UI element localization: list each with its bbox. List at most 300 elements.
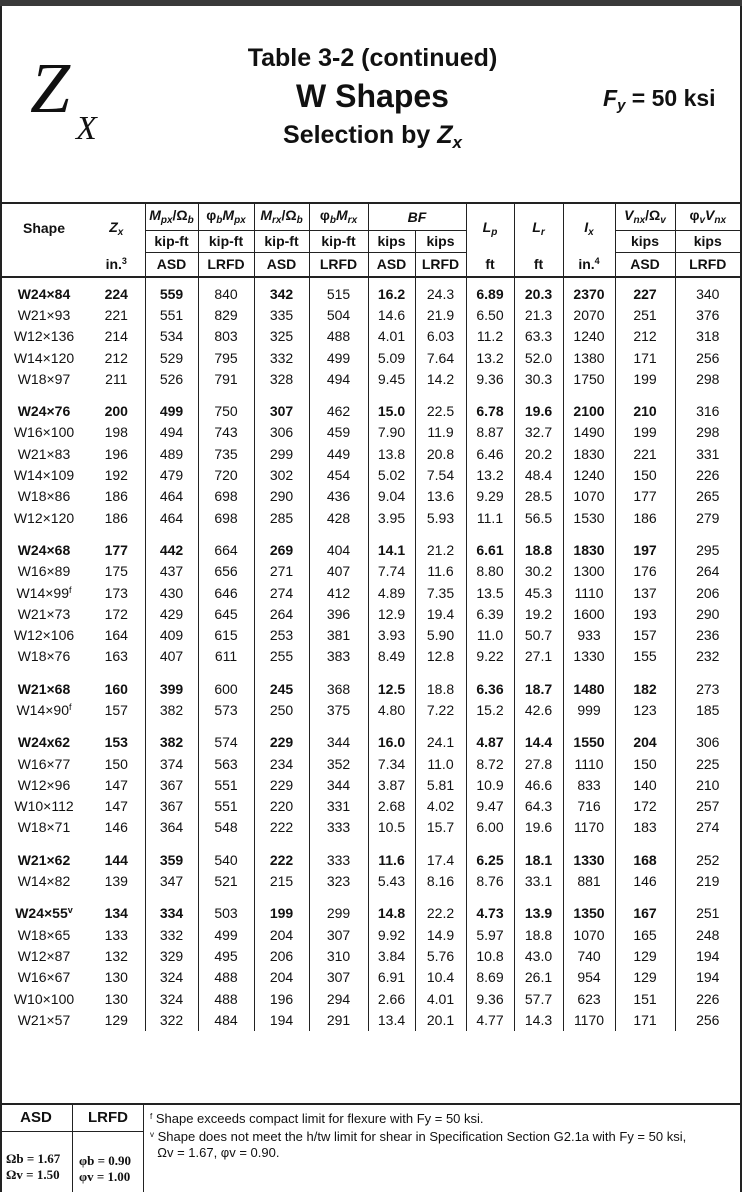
spacer-cell: [675, 528, 740, 539]
value-cell: 716: [563, 796, 615, 817]
value-cell: 4.01: [415, 988, 466, 1009]
spacer-cell: [309, 389, 368, 400]
value-cell: 1070: [563, 924, 615, 945]
footer: [0, 1103, 740, 1192]
value-cell: 298: [675, 422, 740, 443]
value-cell: 26.1: [514, 967, 563, 988]
value-cell: 600: [198, 678, 254, 699]
value-cell: 14.3: [514, 1009, 563, 1030]
spacer-cell: [675, 892, 740, 903]
table-symbol: Z: [30, 48, 71, 128]
shape-family-title: W Shapes: [296, 78, 449, 114]
spacer-cell: [563, 528, 615, 539]
value-cell: 204: [254, 967, 309, 988]
spacer-cell: [615, 838, 675, 849]
table-number-title: Table 3-2 (continued): [247, 44, 498, 72]
shape-cell: W14×99$^f$: [16, 584, 72, 601]
spacer-cell: [198, 838, 254, 849]
value-cell: 335: [254, 304, 309, 325]
value-cell: 7.22: [415, 699, 466, 720]
value-cell: 376: [675, 304, 740, 325]
spacer-cell: [563, 667, 615, 678]
value-cell: 18.1: [514, 849, 563, 870]
value-cell: 488: [198, 988, 254, 1009]
table-row: [0, 924, 740, 945]
selection-title: Selection by $Z_x$: [283, 121, 462, 152]
shape-cell: W21×57: [17, 1011, 71, 1028]
value-cell: 323: [309, 870, 368, 891]
value-cell: 407: [309, 561, 368, 582]
value-cell: 199: [615, 422, 675, 443]
value-cell: 12.5: [368, 678, 415, 699]
value-cell: 172: [104, 605, 128, 622]
value-cell: 1830: [563, 443, 615, 464]
value-cell: 183: [615, 817, 675, 838]
value-cell: 3.95: [368, 507, 415, 528]
value-cell: 534: [145, 326, 198, 347]
value-cell: 462: [309, 400, 368, 421]
value-cell: 11.0: [466, 624, 514, 645]
value-cell: 559: [145, 283, 198, 304]
value-cell: 63.3: [514, 326, 563, 347]
value-cell: 274: [675, 817, 740, 838]
value-cell: 14.1: [368, 539, 415, 560]
unit-kipft: kip-ft: [145, 230, 198, 252]
value-cell: 150: [615, 464, 675, 485]
value-cell: 15.2: [466, 699, 514, 720]
col-mrx-lrfd-header: $\varphi_bM_{rx}$: [309, 204, 368, 230]
value-cell: 4.01: [368, 326, 415, 347]
value-cell: 551: [198, 774, 254, 795]
footnotes: [150, 1109, 735, 1161]
unit-asd: ASD: [145, 252, 198, 277]
shape-cell: W12×96: [17, 776, 71, 793]
value-cell: 5.81: [415, 774, 466, 795]
value-cell: 332: [254, 347, 309, 368]
spacer-cell: [563, 892, 615, 903]
value-cell: 333: [309, 817, 368, 838]
unit-ix: in.$^4$: [563, 252, 615, 277]
value-cell: 13.5: [466, 582, 514, 603]
value-cell: 334: [145, 903, 198, 924]
value-cell: 7.54: [415, 464, 466, 485]
col-mpx-lrfd-header: $\varphi_bM_{px}$: [198, 204, 254, 230]
value-cell: 1110: [563, 582, 615, 603]
value-cell: 9.29: [466, 486, 514, 507]
unit-asd: ASD: [615, 252, 675, 277]
spacer-cell: [675, 389, 740, 400]
value-cell: 529: [145, 347, 198, 368]
col-lr-header: $L_r$: [514, 204, 563, 252]
value-cell: 279: [675, 507, 740, 528]
value-cell: 147: [104, 776, 128, 793]
value-cell: 194: [675, 967, 740, 988]
value-cell: 5.43: [368, 870, 415, 891]
value-cell: 503: [198, 903, 254, 924]
value-cell: 368: [309, 678, 368, 699]
value-cell: 307: [309, 924, 368, 945]
group-spacer: [0, 892, 740, 903]
spacer-cell: [563, 838, 615, 849]
shape-cell: W21×83: [17, 445, 71, 462]
table-row: [0, 326, 740, 347]
value-cell: 134: [104, 905, 128, 922]
value-cell: 324: [145, 988, 198, 1009]
table-row: [0, 967, 740, 988]
spacer-cell: [0, 838, 88, 849]
spacer-cell: [309, 667, 368, 678]
w-shapes-table: [0, 204, 740, 1031]
value-cell: 50.7: [514, 624, 563, 645]
value-cell: 1530: [563, 507, 615, 528]
value-cell: 442: [145, 539, 198, 560]
value-cell: 22.5: [415, 400, 466, 421]
shape-cell: W16×89: [17, 563, 71, 580]
value-cell: 382: [145, 699, 198, 720]
value-cell: 220: [254, 796, 309, 817]
value-cell: 7.74: [368, 561, 415, 582]
value-cell: 540: [198, 849, 254, 870]
value-cell: 14.4: [514, 732, 563, 753]
value-cell: 157: [104, 701, 128, 718]
value-cell: 140: [615, 774, 675, 795]
spacer-cell: [514, 389, 563, 400]
value-cell: 21.3: [514, 304, 563, 325]
value-cell: 264: [254, 603, 309, 624]
value-cell: 664: [198, 539, 254, 560]
value-cell: 1380: [563, 347, 615, 368]
value-cell: 526: [145, 368, 198, 389]
value-cell: 219: [675, 870, 740, 891]
value-cell: 8.69: [466, 967, 514, 988]
value-cell: 132: [104, 947, 128, 964]
value-cell: 404: [309, 539, 368, 560]
value-cell: 499: [198, 924, 254, 945]
spacer-cell: [514, 838, 563, 849]
value-cell: 11.0: [415, 753, 466, 774]
shape-cell: W12×87: [17, 947, 71, 964]
col-mrx-asd-header: $M_{rx}/\Omega_b$: [254, 204, 309, 230]
value-cell: 13.2: [466, 347, 514, 368]
value-cell: 204: [615, 732, 675, 753]
table-row: [0, 678, 740, 699]
table-row: [0, 368, 740, 389]
value-cell: 186: [104, 488, 128, 505]
value-cell: 291: [309, 1009, 368, 1030]
value-cell: 499: [309, 347, 368, 368]
spacer-cell: [563, 389, 615, 400]
value-cell: 735: [198, 443, 254, 464]
value-cell: 8.76: [466, 870, 514, 891]
value-cell: 177: [104, 541, 128, 558]
value-cell: 6.50: [466, 304, 514, 325]
value-cell: 1070: [563, 486, 615, 507]
value-cell: 8.49: [368, 646, 415, 667]
value-cell: 1550: [563, 732, 615, 753]
value-cell: 307: [309, 967, 368, 988]
value-cell: 265: [675, 486, 740, 507]
col-zx-header: $Z_x$: [109, 218, 124, 238]
value-cell: 459: [309, 422, 368, 443]
value-cell: 153: [104, 734, 128, 751]
spacer-cell: [88, 389, 145, 400]
value-cell: 2.66: [368, 988, 415, 1009]
value-cell: 21.2: [415, 539, 466, 560]
spacer-cell: [466, 892, 514, 903]
value-cell: 229: [254, 774, 309, 795]
value-cell: 56.5: [514, 507, 563, 528]
value-cell: 331: [309, 796, 368, 817]
value-cell: 32.7: [514, 422, 563, 443]
value-cell: 215: [254, 870, 309, 891]
table-row: [0, 699, 740, 720]
value-cell: 347: [145, 870, 198, 891]
value-cell: 2370: [563, 283, 615, 304]
value-cell: 12.8: [415, 646, 466, 667]
unit-lrfd: LRFD: [415, 252, 466, 277]
value-cell: 206: [254, 945, 309, 966]
shape-cell: W10×112: [14, 798, 74, 815]
value-cell: 499: [145, 400, 198, 421]
value-cell: 13.9: [514, 903, 563, 924]
table-row: [0, 945, 740, 966]
value-cell: 430: [145, 582, 198, 603]
value-cell: 9.36: [466, 368, 514, 389]
table-row: [0, 561, 740, 582]
spacer-cell: [0, 721, 88, 732]
value-cell: 429: [145, 603, 198, 624]
spacer-cell: [254, 721, 309, 732]
value-cell: 9.22: [466, 646, 514, 667]
value-cell: 176: [615, 561, 675, 582]
value-cell: 199: [615, 368, 675, 389]
value-cell: 791: [198, 368, 254, 389]
value-cell: 21.9: [415, 304, 466, 325]
value-cell: 165: [615, 924, 675, 945]
value-cell: 5.02: [368, 464, 415, 485]
value-cell: 306: [675, 732, 740, 753]
spacer-cell: [466, 667, 514, 678]
value-cell: 4.73: [466, 903, 514, 924]
value-cell: 10.4: [415, 967, 466, 988]
value-cell: 18.8: [415, 678, 466, 699]
value-cell: 57.7: [514, 988, 563, 1009]
value-cell: 11.1: [466, 507, 514, 528]
spacer-cell: [615, 528, 675, 539]
value-cell: 194: [254, 1009, 309, 1030]
value-cell: 6.39: [466, 603, 514, 624]
spacer-cell: [88, 667, 145, 678]
spacer-cell: [368, 721, 415, 732]
spacer-cell: [145, 389, 198, 400]
value-cell: 1300: [563, 561, 615, 582]
value-cell: 381: [309, 624, 368, 645]
value-cell: 11.2: [466, 326, 514, 347]
unit-kips: kips: [675, 230, 740, 252]
unit-zx: in.$^3$: [88, 252, 145, 277]
shape-cell: W18×65: [17, 926, 71, 943]
value-cell: 214: [104, 328, 128, 345]
value-cell: 129: [104, 1011, 128, 1028]
unit-asd: ASD: [368, 252, 415, 277]
value-cell: 299: [309, 903, 368, 924]
spacer-cell: [198, 389, 254, 400]
value-cell: 375: [309, 699, 368, 720]
unit-asd: ASD: [254, 252, 309, 277]
value-cell: 374: [145, 753, 198, 774]
value-cell: 329: [145, 945, 198, 966]
spacer-cell: [309, 721, 368, 732]
spacer-cell: [0, 528, 88, 539]
table-row: [0, 732, 740, 753]
shape-cell: W21×93: [17, 306, 71, 323]
value-cell: 194: [675, 945, 740, 966]
value-cell: 19.6: [514, 817, 563, 838]
value-cell: 488: [309, 326, 368, 347]
value-cell: 14.6: [368, 304, 415, 325]
value-cell: 28.5: [514, 486, 563, 507]
shape-cell: W21×62: [17, 851, 71, 868]
shape-cell: W16×100: [13, 424, 75, 441]
value-cell: 750: [198, 400, 254, 421]
value-cell: 7.34: [368, 753, 415, 774]
value-cell: 407: [145, 646, 198, 667]
value-cell: 226: [675, 464, 740, 485]
value-cell: 27.1: [514, 646, 563, 667]
value-cell: 322: [145, 1009, 198, 1030]
shape-cell: W18×86: [17, 488, 71, 505]
footnote-f: $^f$ Shape exceeds compact limit for flexure with Fy = 50 ksi.: [150, 1111, 484, 1126]
spacer-cell: [368, 892, 415, 903]
value-cell: 171: [615, 347, 675, 368]
footnote-v-cont: Ωv = 1.67, φv = 0.90.: [157, 1145, 280, 1160]
value-cell: 9.92: [368, 924, 415, 945]
value-cell: 1170: [563, 817, 615, 838]
value-cell: 1170: [563, 1009, 615, 1030]
shape-cell: W18×76: [17, 648, 71, 665]
value-cell: 257: [675, 796, 740, 817]
value-cell: 521: [198, 870, 254, 891]
value-cell: 563: [198, 753, 254, 774]
value-cell: 324: [145, 967, 198, 988]
value-cell: 307: [254, 400, 309, 421]
value-cell: 574: [198, 732, 254, 753]
value-cell: 1480: [563, 678, 615, 699]
value-cell: 45.3: [514, 582, 563, 603]
spacer-cell: [254, 667, 309, 678]
value-cell: 740: [563, 945, 615, 966]
value-cell: 1330: [563, 849, 615, 870]
table-row: [0, 507, 740, 528]
group-spacer: [0, 667, 740, 678]
value-cell: 198: [104, 424, 128, 441]
spacer-cell: [88, 892, 145, 903]
spacer-cell: [145, 838, 198, 849]
value-cell: 24.1: [415, 732, 466, 753]
value-cell: 396: [309, 603, 368, 624]
value-cell: 2.68: [368, 796, 415, 817]
footer-asd-label: ASD: [20, 1109, 52, 1126]
table-row: [0, 624, 740, 645]
shape-cell: W12×136: [13, 328, 75, 345]
col-lp-header: $L_p$: [466, 204, 514, 252]
value-cell: 464: [145, 486, 198, 507]
value-cell: 6.36: [466, 678, 514, 699]
value-cell: 325: [254, 326, 309, 347]
value-cell: 454: [309, 464, 368, 485]
spacer-cell: [514, 667, 563, 678]
value-cell: 185: [675, 699, 740, 720]
value-cell: 48.4: [514, 464, 563, 485]
value-cell: 306: [254, 422, 309, 443]
value-cell: 1240: [563, 464, 615, 485]
value-cell: 5.09: [368, 347, 415, 368]
value-cell: 269: [254, 539, 309, 560]
value-cell: 172: [615, 796, 675, 817]
value-cell: 253: [254, 624, 309, 645]
value-cell: 299: [254, 443, 309, 464]
spacer-cell: [615, 667, 675, 678]
spacer-cell: [415, 389, 466, 400]
col-mpx-asd-header: $M_{px}/\Omega_b$: [145, 204, 198, 230]
value-cell: 146: [104, 819, 128, 836]
table-body: [0, 277, 740, 1031]
value-cell: 30.2: [514, 561, 563, 582]
spacer-cell: [254, 892, 309, 903]
value-cell: 18.8: [514, 924, 563, 945]
value-cell: 13.6: [415, 486, 466, 507]
table-row: [0, 774, 740, 795]
value-cell: 274: [254, 582, 309, 603]
units-shape-cell: [0, 252, 88, 277]
unit-lrfd: LRFD: [198, 252, 254, 277]
shape-cell: W24×55$^v$: [15, 905, 73, 922]
spacer-cell: [198, 667, 254, 678]
spacer-cell: [615, 721, 675, 732]
value-cell: 302: [254, 464, 309, 485]
value-cell: 46.6: [514, 774, 563, 795]
value-cell: 10.9: [466, 774, 514, 795]
value-cell: 200: [104, 403, 128, 420]
spacer-cell: [145, 892, 198, 903]
value-cell: 290: [254, 486, 309, 507]
shape-cell: W24×84: [17, 285, 71, 302]
shape-cell: W18×71: [17, 819, 71, 836]
omega-b-value: Ωb = 1.67: [6, 1151, 61, 1166]
value-cell: 515: [309, 283, 368, 304]
table-row: [0, 753, 740, 774]
value-cell: 196: [104, 445, 128, 462]
value-cell: 803: [198, 326, 254, 347]
value-cell: 437: [145, 561, 198, 582]
unit-lr: ft: [514, 252, 563, 277]
value-cell: 7.90: [368, 422, 415, 443]
value-cell: 573: [198, 699, 254, 720]
spacer-cell: [88, 528, 145, 539]
value-cell: 19.4: [415, 603, 466, 624]
value-cell: 11.9: [415, 422, 466, 443]
value-cell: 367: [145, 774, 198, 795]
unit-lrfd: LRFD: [309, 252, 368, 277]
value-cell: 8.87: [466, 422, 514, 443]
value-cell: 20.3: [514, 283, 563, 304]
unit-kipft: kip-ft: [254, 230, 309, 252]
shape-cell: W14×120: [13, 349, 75, 366]
value-cell: 250: [254, 699, 309, 720]
spacer-cell: [145, 528, 198, 539]
unit-kips: kips: [615, 230, 675, 252]
value-cell: 833: [563, 774, 615, 795]
